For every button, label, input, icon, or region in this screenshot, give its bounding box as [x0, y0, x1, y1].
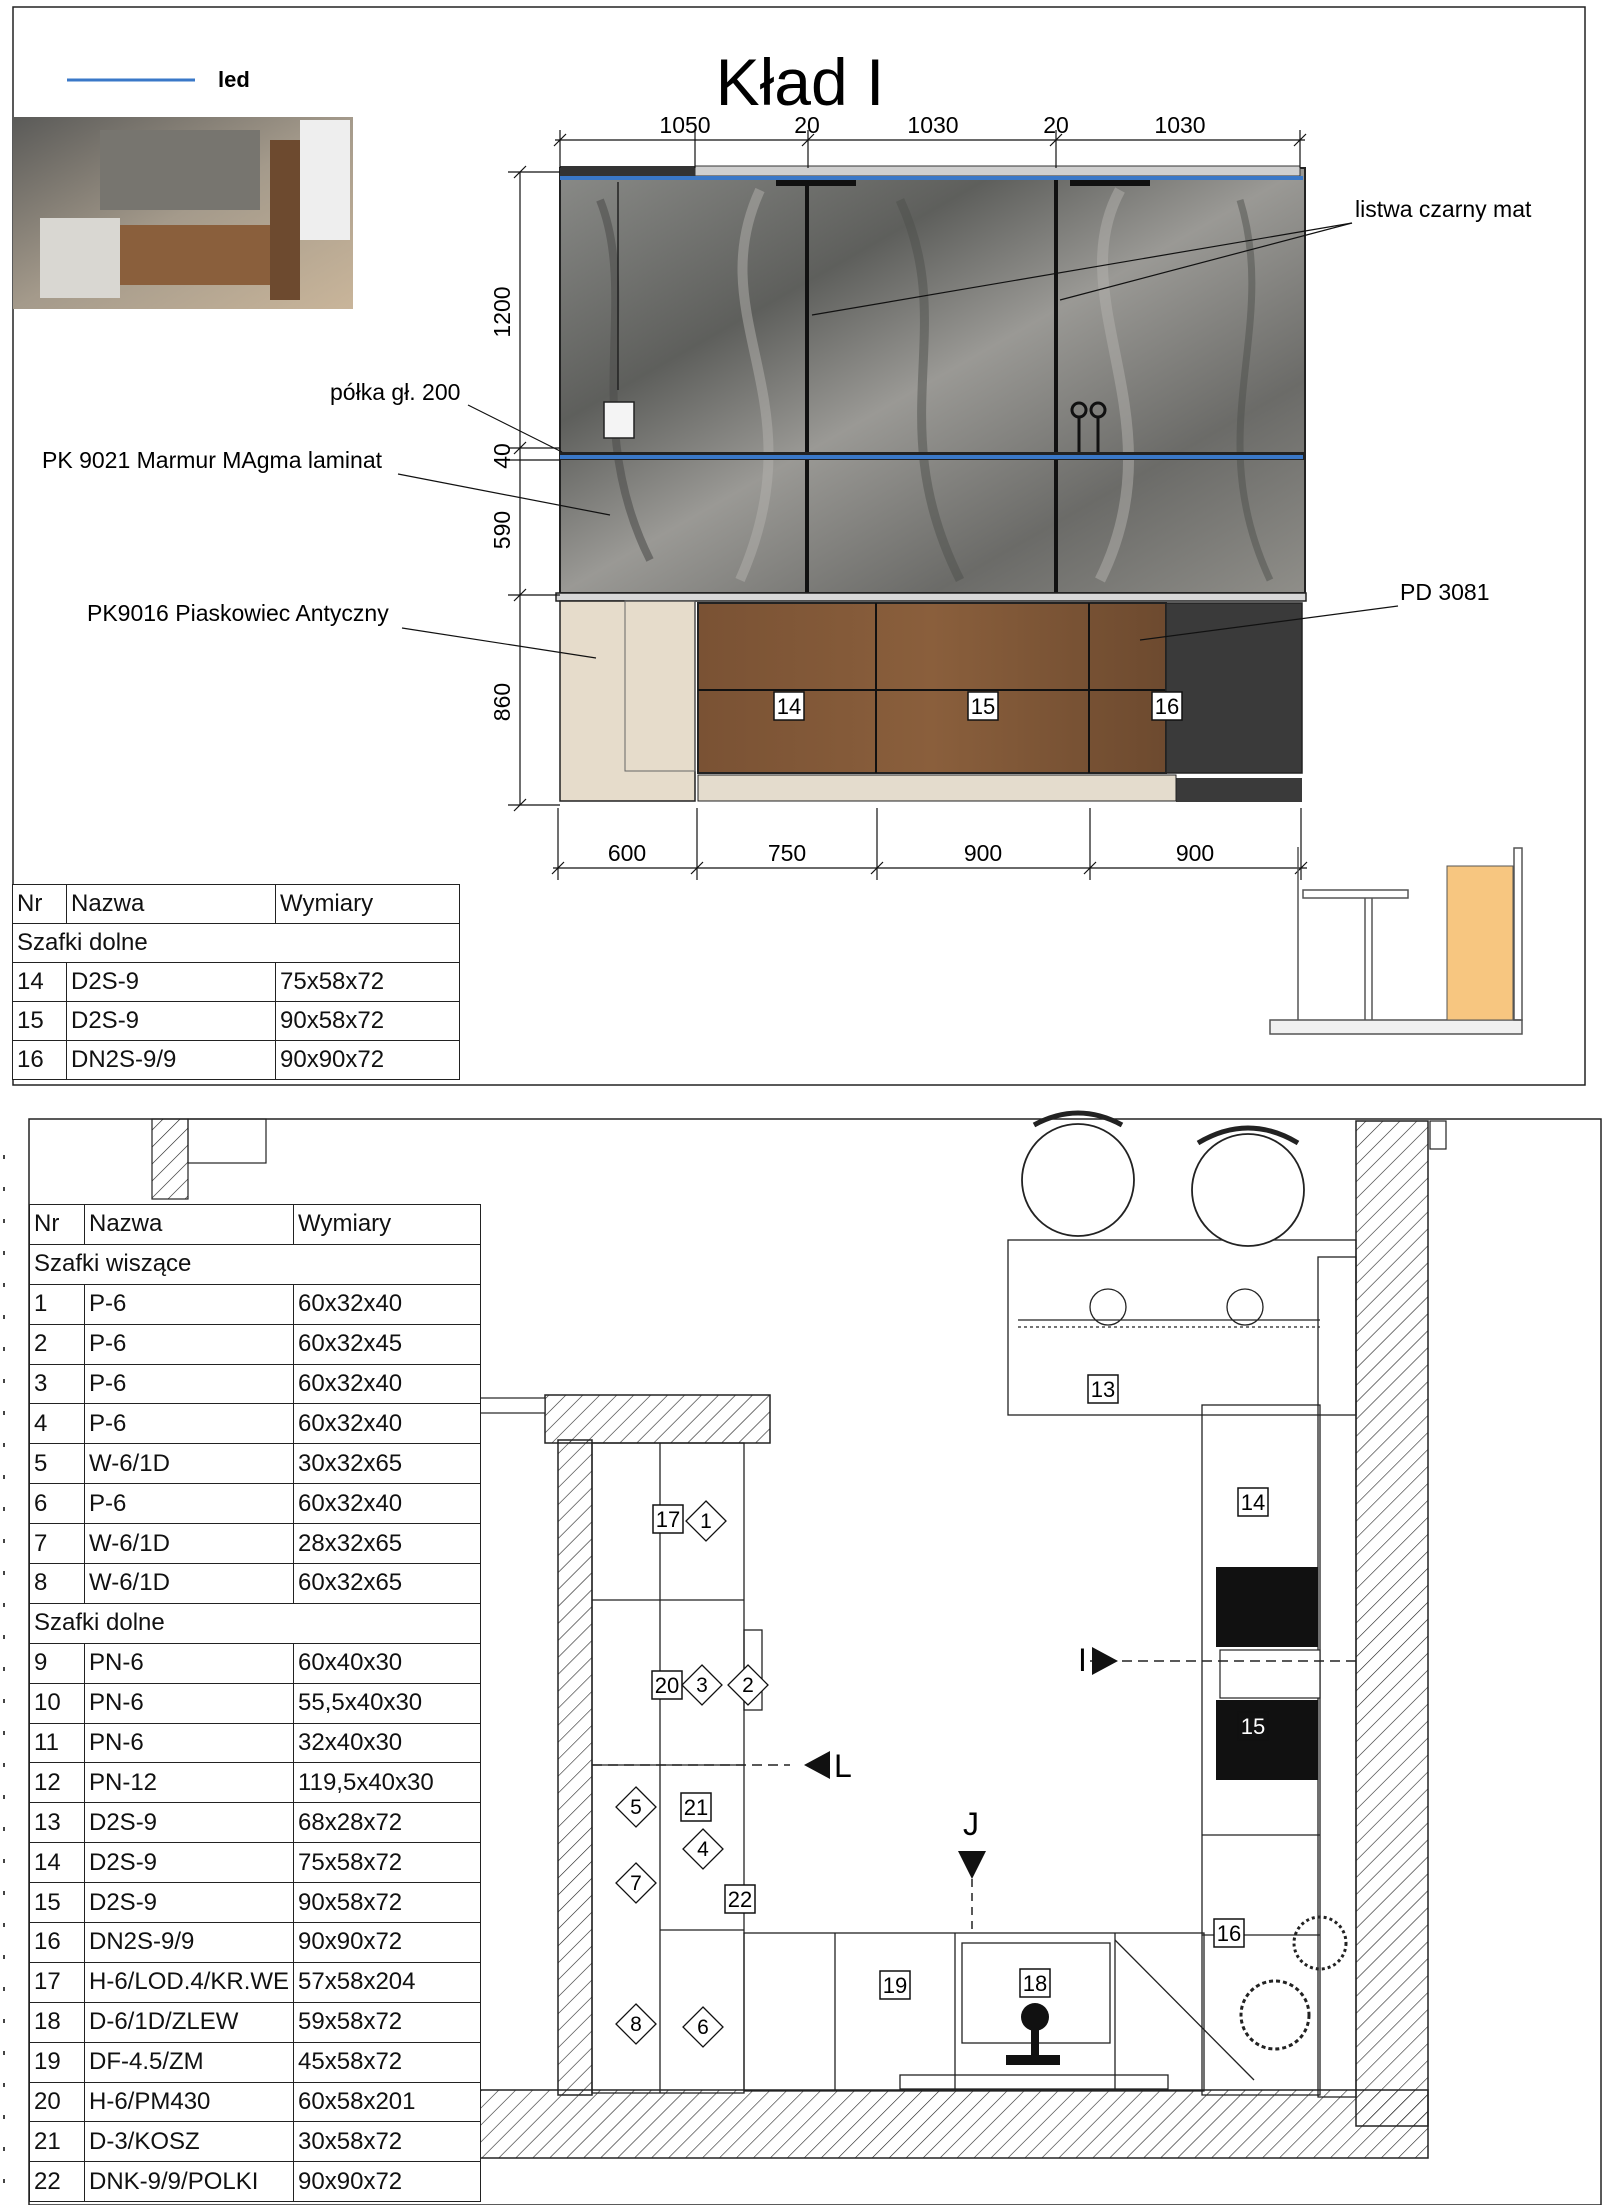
header-wymiary: Wymiary	[294, 1205, 481, 1245]
cell-nazwa: DNK-9/9/POLKI	[85, 2162, 294, 2202]
bottom-dim-1: 600	[607, 840, 647, 866]
header-nazwa: Nazwa	[85, 1205, 294, 1245]
cell-nazwa: D-6/1D/ZLEW	[85, 2002, 294, 2042]
cell-nazwa: P-6	[85, 1364, 294, 1404]
box-tag-17	[653, 1505, 683, 1533]
vert-dim-4: 860	[489, 682, 515, 722]
header-nr: Nr	[30, 1205, 85, 1245]
wall-right	[1356, 1121, 1428, 2126]
svg-text:6: 6	[697, 2016, 709, 2039]
diamond-tag-5	[616, 1787, 656, 1827]
table-row	[30, 1883, 481, 1923]
section-mark-J	[958, 1806, 986, 1935]
svg-text:21: 21	[683, 1795, 709, 1820]
label-polka: półka gł. 200	[330, 379, 461, 405]
cell-nazwa: W-6/1D	[85, 1564, 294, 1604]
svg-text:5: 5	[630, 1796, 642, 1819]
box-tag-22	[725, 1885, 755, 1913]
table-row	[30, 2002, 481, 2042]
box-tag-13	[1088, 1375, 1118, 1403]
cabinet-table-top	[12, 884, 460, 1080]
cell-nr: 3	[30, 1364, 85, 1404]
box-tag-14	[1238, 1488, 1268, 1516]
diamond-tag-7	[616, 1863, 656, 1903]
cell-nazwa: D2S-9	[85, 1883, 294, 1923]
cell-wymiary: 57x58x204	[294, 1962, 481, 2002]
cell-wymiary: 60x32x40	[294, 1484, 481, 1524]
cell-nr: 1	[30, 1284, 85, 1324]
cell-wymiary: 60x32x40	[294, 1404, 481, 1444]
cell-wymiary: 68x28x72	[294, 1803, 481, 1843]
cabinet-tag-16	[1152, 692, 1182, 720]
box-tag-21	[681, 1793, 711, 1821]
table-row	[30, 1364, 481, 1404]
header-nr: Nr	[13, 885, 67, 924]
cell-nr: 14	[30, 1843, 85, 1883]
table-row	[30, 1324, 481, 1364]
svg-text:2: 2	[742, 1674, 754, 1697]
cell-nr: 7	[30, 1524, 85, 1564]
table-row	[30, 2042, 481, 2082]
cell-nr: 17	[30, 1962, 85, 2002]
top-dim-2: 20	[794, 112, 820, 138]
cell-wymiary: 45x58x72	[294, 2042, 481, 2082]
reference-photo	[13, 117, 353, 309]
cooktop-1	[1216, 1567, 1318, 1647]
cell-nazwa: DF-4.5/ZM	[85, 2042, 294, 2082]
cell-wymiary: 75x58x72	[294, 1843, 481, 1883]
table-row	[30, 1843, 481, 1883]
cell-nr: 19	[30, 2042, 85, 2082]
cell-nr: 4	[30, 1404, 85, 1444]
vert-dim-2: 40	[489, 443, 515, 469]
cell-nazwa: P-6	[85, 1284, 294, 1324]
peninsula-top	[545, 1395, 770, 1443]
cell-wymiary: 90x90x72	[294, 2162, 481, 2202]
table-row	[30, 1643, 481, 1683]
svg-text:7: 7	[630, 1872, 642, 1895]
cell-nazwa: PN-12	[85, 1763, 294, 1803]
table-row	[30, 2082, 481, 2122]
cell-nr: 2	[30, 1324, 85, 1364]
cell-nazwa: P-6	[85, 1484, 294, 1524]
table-row	[30, 2122, 481, 2162]
svg-text:14: 14	[1240, 1490, 1266, 1515]
cell-nr: 5	[30, 1444, 85, 1484]
cell-nr: 10	[30, 1683, 85, 1723]
elevation-title: Kład I	[715, 45, 885, 119]
cell-nazwa: P-6	[85, 1324, 294, 1364]
bottom-dim-4: 900	[1175, 840, 1215, 866]
cell-nazwa: P-6	[85, 1404, 294, 1444]
svg-text:14: 14	[776, 694, 802, 719]
box-tag-15	[1238, 1712, 1268, 1740]
bottom-dim-3: 900	[963, 840, 1003, 866]
cell-nazwa: H-6/PM430	[85, 2082, 294, 2122]
svg-text:20: 20	[654, 1673, 680, 1698]
section-mark-I	[1078, 1642, 1118, 1678]
wall-bottom	[479, 2090, 1428, 2158]
box-tag-19	[880, 1971, 910, 1999]
table-row	[30, 2162, 481, 2202]
cell-nazwa: PN-6	[85, 1723, 294, 1763]
cell-nr: 21	[30, 2122, 85, 2162]
marble-backsplash	[560, 168, 1305, 593]
box-tag-20	[652, 1671, 682, 1699]
diamond-tag-6	[683, 2007, 723, 2047]
pendant-lamp	[604, 402, 634, 438]
top-dim-3: 1030	[907, 112, 959, 138]
cell-nazwa: D2S-9	[85, 1843, 294, 1883]
cell-nr: 9	[30, 1643, 85, 1683]
cell-nr: 22	[30, 2162, 85, 2202]
wall-left	[558, 1440, 592, 2095]
table-row: 16 DN2S-9/9 90x90x72	[13, 1041, 460, 1080]
vert-dim-1: 1200	[489, 286, 515, 338]
table-row	[30, 1564, 481, 1604]
section-label-lower: Szafki dolne	[30, 1603, 481, 1643]
table-row: 14 D2S-9 75x58x72	[13, 963, 460, 1002]
led-legend-label: led	[218, 67, 250, 92]
label-sandstone: PK9016 Piaskowiec Antyczny	[87, 600, 389, 626]
section-label-hanging: Szafki wiszące	[30, 1244, 481, 1284]
svg-text:J: J	[963, 1806, 979, 1842]
svg-text:15: 15	[1240, 1714, 1266, 1739]
cell-nr: 12	[30, 1763, 85, 1803]
diamond-tag-3	[682, 1665, 722, 1705]
cell-wymiary: 55,5x40x30	[294, 1683, 481, 1723]
box-tag-18	[1020, 1969, 1050, 1997]
cell-wymiary: 28x32x65	[294, 1524, 481, 1564]
svg-text:22: 22	[727, 1887, 753, 1912]
diamond-tag-8	[616, 2004, 656, 2044]
cell-nazwa: D2S-9	[85, 1803, 294, 1843]
svg-text:16: 16	[1216, 1921, 1242, 1946]
svg-text:1: 1	[700, 1510, 712, 1533]
table-row	[30, 1404, 481, 1444]
cell-nazwa: PN-6	[85, 1643, 294, 1683]
cell-nr: 16	[30, 1923, 85, 1963]
cell-nazwa: DN2S-9/9	[85, 1923, 294, 1963]
svg-text:8: 8	[630, 2013, 642, 2036]
cabinet-table-bottom	[29, 1204, 481, 2202]
table-row	[30, 1763, 481, 1803]
wood-cabinets	[698, 603, 1166, 773]
svg-text:L: L	[834, 1748, 852, 1784]
plant-icon	[1241, 1981, 1309, 2049]
cell-nazwa: W-6/1D	[85, 1444, 294, 1484]
svg-text:17: 17	[655, 1507, 681, 1532]
cell-nazwa: PN-6	[85, 1683, 294, 1723]
top-dim-5: 1030	[1154, 112, 1206, 138]
cell-nr: 11	[30, 1723, 85, 1763]
svg-text:I: I	[1078, 1642, 1087, 1678]
cell-wymiary: 60x32x65	[294, 1564, 481, 1604]
cell-wymiary: 59x58x72	[294, 2002, 481, 2042]
cell-nr: 20	[30, 2082, 85, 2122]
svg-text:3: 3	[696, 1674, 708, 1697]
cell-nr: 8	[30, 1564, 85, 1604]
orange-panel	[1447, 866, 1513, 1020]
cell-nr: 15	[30, 1883, 85, 1923]
vertical-dimension-line	[508, 166, 560, 811]
table-row	[30, 1723, 481, 1763]
cell-wymiary: 60x32x40	[294, 1364, 481, 1404]
diamond-tag-4	[683, 1829, 723, 1869]
plan-diamond-tags	[616, 1501, 768, 2047]
cell-wymiary: 60x58x201	[294, 2082, 481, 2122]
bar-stools	[1022, 1113, 1304, 1246]
cell-wymiary: 60x32x40	[294, 1284, 481, 1324]
cell-wymiary: 119,5x40x30	[294, 1763, 481, 1803]
diamond-tag-1	[686, 1501, 726, 1541]
svg-text:13: 13	[1090, 1377, 1116, 1402]
table-row	[30, 1803, 481, 1843]
box-tag-16	[1214, 1919, 1244, 1947]
cell-nr: 6	[30, 1484, 85, 1524]
table-row	[30, 1524, 481, 1564]
cell-wymiary: 60x40x30	[294, 1643, 481, 1683]
section-label: Szafki dolne	[13, 924, 460, 963]
label-marble: PK 9021 Marmur MAgma laminat	[42, 447, 383, 473]
cell-wymiary: 30x32x65	[294, 1444, 481, 1484]
top-dim-1: 1050	[659, 112, 711, 138]
cell-nazwa: H-6/LOD.4/KR.WE	[85, 1962, 294, 2002]
svg-text:18: 18	[1022, 1971, 1048, 1996]
cell-wymiary: 90x90x72	[294, 1923, 481, 1963]
section-mark-L	[804, 1748, 852, 1784]
bottom-dim-2: 750	[767, 840, 807, 866]
svg-text:4: 4	[697, 1838, 709, 1861]
svg-text:16: 16	[1154, 694, 1180, 719]
table-row	[30, 1444, 481, 1484]
cell-wymiary: 30x58x72	[294, 2122, 481, 2162]
cell-nr: 18	[30, 2002, 85, 2042]
header-nazwa: Nazwa	[67, 885, 276, 924]
table-row	[30, 1923, 481, 1963]
table-row	[30, 1484, 481, 1524]
cell-nr: 13	[30, 1803, 85, 1843]
cell-nazwa: D-3/KOSZ	[85, 2122, 294, 2162]
top-dim-4: 20	[1043, 112, 1069, 138]
cabinet-tag-15	[968, 692, 998, 720]
cell-nazwa: W-6/1D	[85, 1524, 294, 1564]
dark-cabinet	[1166, 603, 1302, 773]
cell-wymiary: 60x32x45	[294, 1324, 481, 1364]
header-wymiary: Wymiary	[276, 885, 460, 924]
cell-wymiary: 32x40x30	[294, 1723, 481, 1763]
svg-text:19: 19	[882, 1973, 908, 1998]
label-listwa: listwa czarny mat	[1355, 196, 1532, 222]
table-row	[30, 1962, 481, 2002]
vert-dim-3: 590	[489, 510, 515, 550]
table-row: 15 D2S-9 90x58x72	[13, 1002, 460, 1041]
svg-text:15: 15	[970, 694, 996, 719]
table-row	[30, 1284, 481, 1324]
table-row	[30, 1683, 481, 1723]
cell-wymiary: 90x58x72	[294, 1883, 481, 1923]
cabinet-tag-14	[774, 692, 804, 720]
label-pd: PD 3081	[1400, 579, 1490, 605]
